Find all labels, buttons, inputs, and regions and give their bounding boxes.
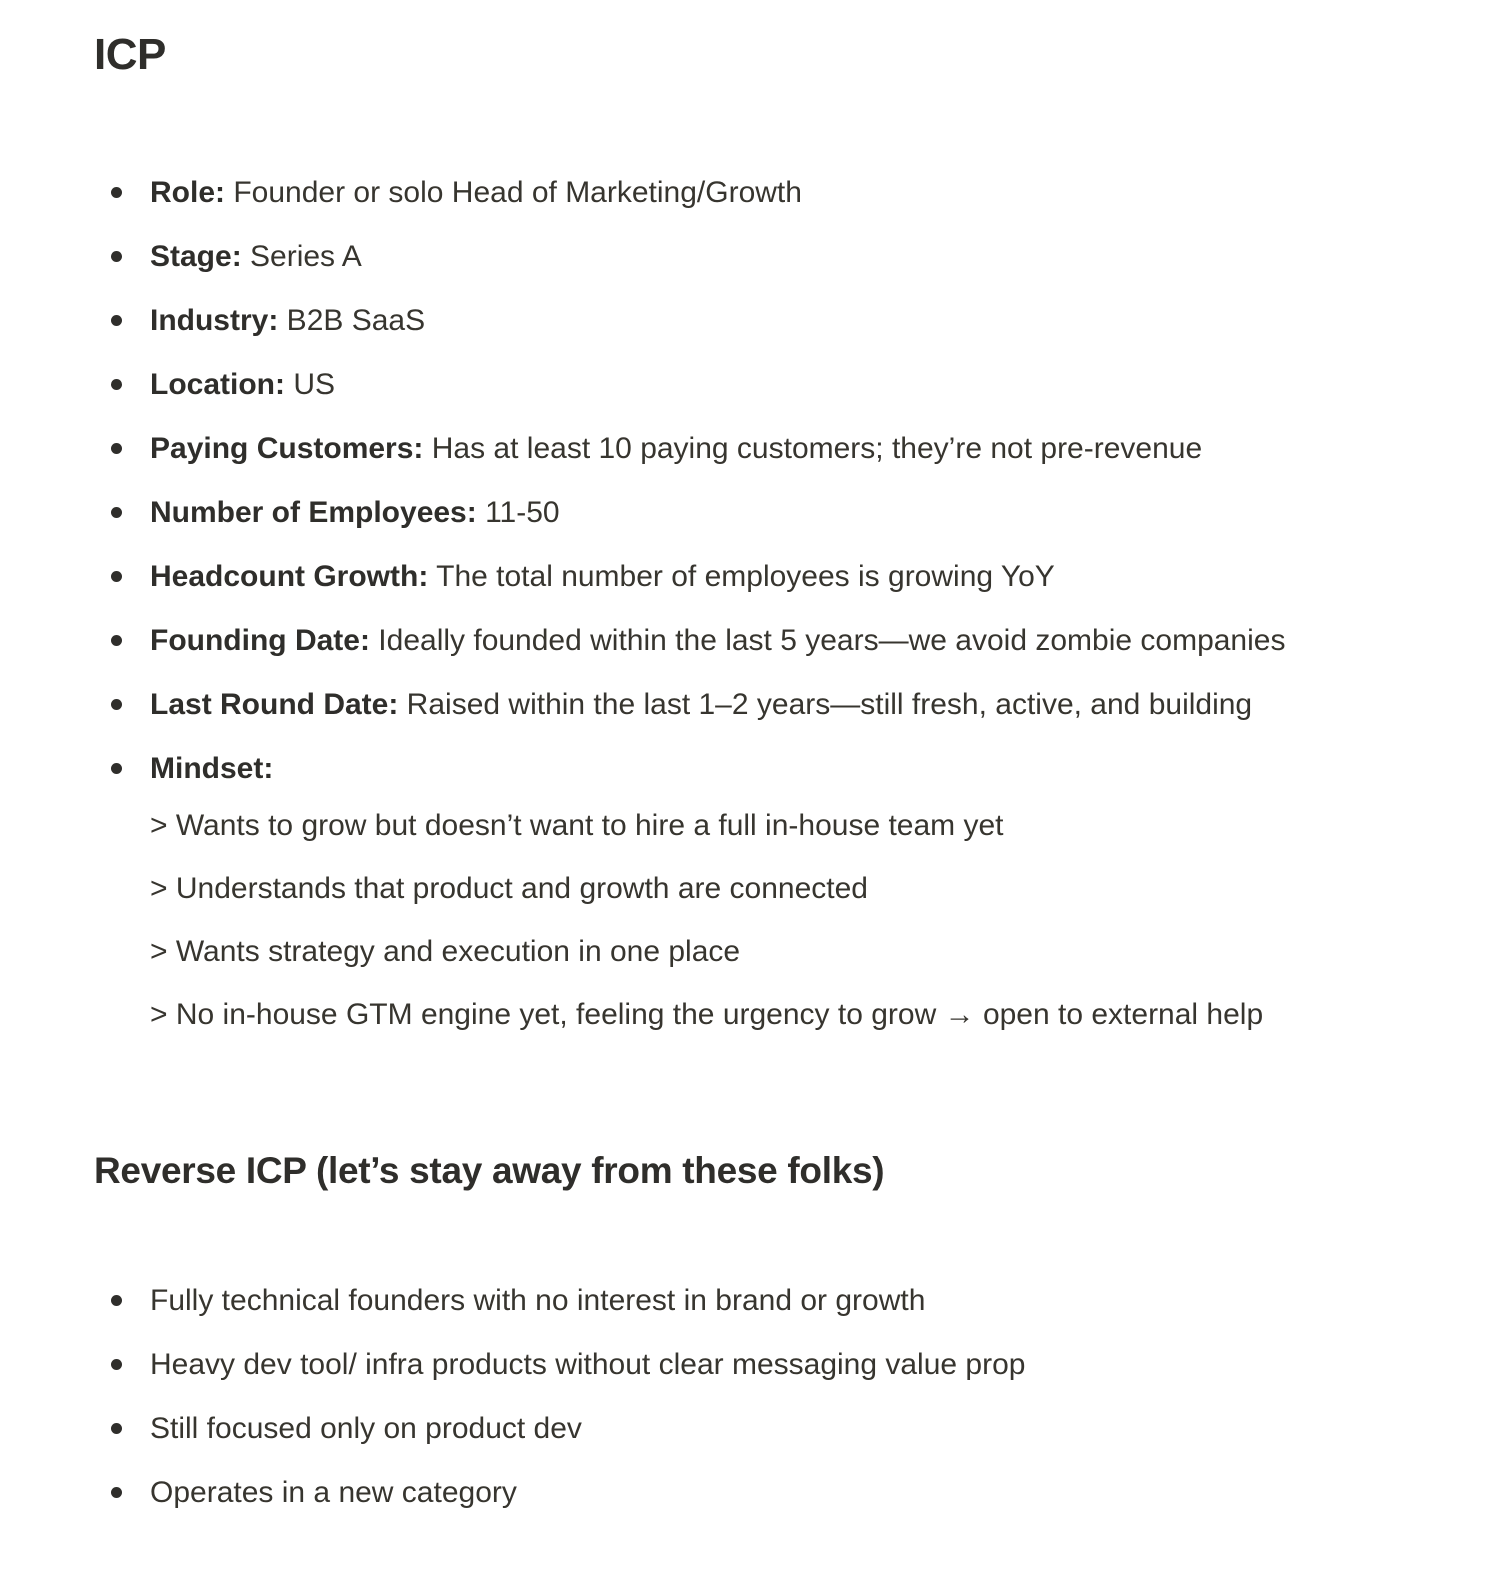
- bullet-icon: [111, 1359, 122, 1370]
- list-item: Paying Customers: Has at least 10 paying customers; they’re not pre-revenue: [94, 417, 1454, 481]
- icp-heading: ICP: [94, 30, 166, 79]
- bullet-icon: [111, 507, 122, 518]
- bullet-icon: [111, 379, 122, 390]
- list-item: Location: US: [94, 353, 1454, 417]
- mindset-line: > Understands that product and growth are connected: [150, 872, 868, 905]
- list-item: Role: Founder or solo Head of Marketing/Growth: [94, 161, 1454, 225]
- reverse-icp-list: [94, 1269, 1454, 1525]
- list-item: Still focused only on product dev: [94, 1397, 1454, 1461]
- bullet-icon: [111, 1487, 122, 1498]
- bullet-icon: [111, 1423, 122, 1434]
- list-item: Heavy dev tool/ infra products without clear messaging value prop: [94, 1333, 1454, 1397]
- bullet-icon: [111, 315, 122, 326]
- bullet-icon: [111, 763, 122, 774]
- bullet-icon: [111, 699, 122, 710]
- reverse-icp-heading: Reverse ICP (let’s stay away from these folks): [94, 1150, 885, 1191]
- bullet-icon: [111, 1295, 122, 1306]
- list-item: Number of Employees: 11-50: [94, 481, 1454, 545]
- list-item: Operates in a new category: [94, 1461, 1454, 1525]
- bullet-icon: [111, 571, 122, 582]
- list-item: Headcount Growth: The total number of employees is growing YoY: [94, 545, 1454, 609]
- icp-list: [94, 161, 1454, 801]
- bullet-icon: [111, 251, 122, 262]
- bullet-icon: [111, 635, 122, 646]
- list-item: Mindset:: [94, 737, 1454, 801]
- list-item: Fully technical founders with no interest in brand or growth: [94, 1269, 1454, 1333]
- mindset-lines: [150, 794, 1263, 1046]
- mindset-line: > No in-house GTM engine yet, feeling the urgency to grow → open to external help: [150, 998, 1264, 1031]
- mindset-line: > Wants strategy and execution in one place: [150, 935, 741, 968]
- list-item: Last Round Date: Raised within the last 1–2 years—still fresh, active, and building: [94, 673, 1454, 737]
- list-item: Industry: B2B SaaS: [94, 289, 1454, 353]
- list-item: Founding Date: Ideally founded within the last 5 years—we avoid zombie companies: [94, 609, 1454, 673]
- bullet-icon: [111, 443, 122, 454]
- mindset-line: > Wants to grow but doesn’t want to hire a full in-house team yet: [150, 809, 1004, 842]
- list-item: Stage: Series A: [94, 225, 1454, 289]
- bullet-icon: [111, 187, 122, 198]
